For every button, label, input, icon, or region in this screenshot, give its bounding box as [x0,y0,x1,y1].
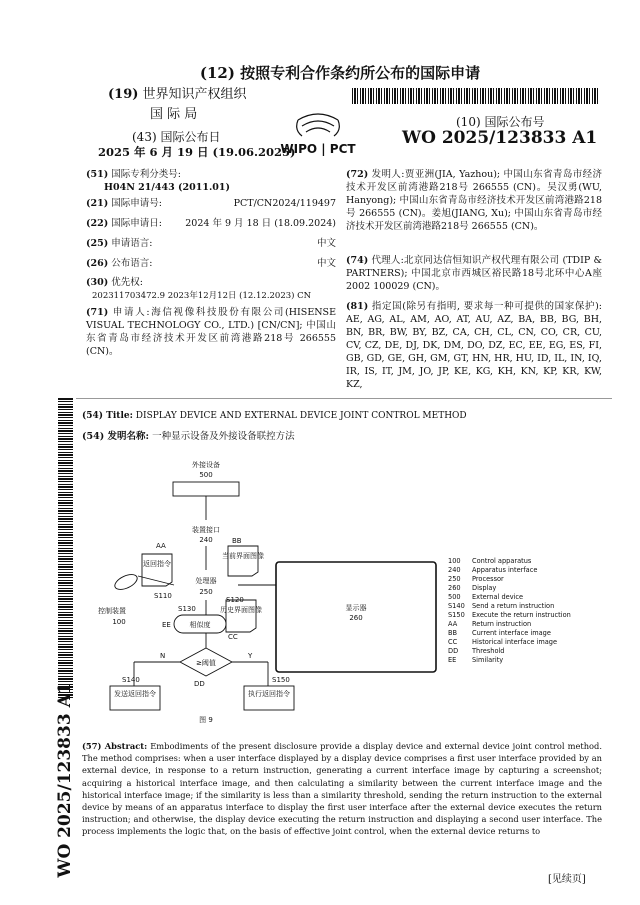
svg-text:Control apparatus: Control apparatus [472,557,532,565]
field-51: (51) 国际专利分类号: H04N 21/443 (2011.01) [86,169,230,193]
svg-text:AA: AA [156,542,166,550]
svg-text:历史界面图像: 历史界面图像 [220,606,262,614]
svg-text:Current interface image: Current interface image [472,629,551,637]
wipo-logo-text: WIPO | PCT [280,142,356,156]
pub-date-label: (43) 国际公布日 [132,130,221,144]
svg-text:BB: BB [448,629,458,637]
svg-text:AA: AA [448,620,458,628]
svg-text:EE: EE [162,621,171,629]
svg-text:260: 260 [349,614,363,622]
continued-note: [见续页] [548,874,586,885]
org-name: 世界知识产权组织 [142,87,247,102]
history-image-note [226,600,256,632]
svg-text:EE: EE [448,656,457,664]
svg-text:S140: S140 [122,676,140,684]
svg-text:S140: S140 [448,602,465,610]
svg-text:外接设备: 外接设备 [192,461,220,469]
wipo-logo [268,110,368,160]
svg-text:当前界面图像: 当前界面图像 [222,552,264,560]
svg-text:Display: Display [472,584,497,592]
svg-text:发送返回指令: 发送返回指令 [114,690,156,698]
svg-text:260: 260 [448,584,461,592]
svg-text:240: 240 [199,536,213,544]
svg-text:Send a return instruction: Send a return instruction [472,602,555,610]
current-image-note [228,546,258,576]
svg-text:S150: S150 [272,676,290,684]
figure-9 [76,450,606,730]
org-block [108,86,247,103]
svg-text:Apparatus interface: Apparatus interface [472,566,538,574]
abstract: (57) Abstract: Embodiments of the present disclosure provide a display device and external device joint control method. The method comprises: when a user interface displayed by a display device comprises a first user interface provided by an external device, in response to a return instruction, generating a current interface image by capturing a screenshot; acquiring a historical interface image, and then calculating a similarity between the current interface image and the historical interface image; if the similarity is less than a similarity threshold, sending the return instruction to the external device by means of an apparatus interface to display the first user interface after the external device executes the return instruction; and otherwise, the display device executing the return instruction and displaying a second user interface. The process implements the logic that, on the basis of effective joint control, when the external device returns to [82,741,602,837]
external-device-box [173,482,239,496]
svg-text:100: 100 [112,618,126,626]
pub-date: 2025 年 6 月 19 日 (19.06.2025) [98,145,296,159]
svg-text:返回指令: 返回指令 [143,560,171,568]
svg-text:CC: CC [228,633,238,641]
top-barcode [352,88,600,104]
svg-text:Similarity: Similarity [472,656,504,664]
svg-text:执行返回指令: 执行返回指令 [248,690,290,698]
org-num: (19) [108,87,139,102]
svg-text:Threshold: Threshold [472,647,505,655]
field-25: (25) 申请语言: 中文 [86,238,336,249]
field-26: (26) 公布语言: 中文 [86,258,336,269]
svg-text:250: 250 [448,575,461,583]
svg-text:240: 240 [448,566,461,574]
svg-text:DD: DD [194,680,205,688]
svg-text:图 9: 图 9 [199,716,213,724]
svg-text:250: 250 [199,588,213,596]
field-71: (71) 申请人:海信视像科技股份有限公司(HISENSE VISUAL TECHNOLOGY CO., LTD.) [CN/CN]; 中国山东省青岛市经济技术开发区前湾港路218号 266555 (CN)。 [86,307,337,357]
field-72: (72) 发明人:贾亚洲(JIA, Yazhou); 中国山东省青岛市经济技术开发区前湾港路218号 266555 (CN)。吴汉勇(WU, Hanyong); 中国山东省青岛市经济技术开发区前湾港路218号 266555 (CN)。姜旭(JIANG, Xu); 中国山东省青岛市经济技术开发区前湾港路218号 266555 (CN)。 [346,169,602,232]
side-pub-no: WO 2025/123833 A1 [55,682,75,878]
side-barcode [58,398,73,698]
svg-text:处理器: 处理器 [195,577,217,585]
svg-text:Return instruction: Return instruction [472,620,532,628]
pub-no-label: (10) 国际公布号 [456,115,545,129]
svg-text:DD: DD [448,647,459,655]
field-21: (21) 国际申请号: PCT/CN2024/119497 [86,198,336,209]
svg-text:S150: S150 [448,611,465,619]
title-zh: (54) 发明名称: 一种显示设备及外接设备联控方法 [82,431,295,442]
field-74: (74) 代理人:北京同达信恒知识产权代理有限公司 (TDIP & PARTNERS); 中国北京市西城区裕民路18号北环中心A座2002 100029 (CN)。 [346,255,602,292]
svg-text:≥阈值: ≥阈值 [196,659,216,667]
document-title: (12) 按照专利合作条约所公布的国际申请 [199,64,481,82]
title-en: (54) Title: DISPLAY DEVICE AND EXTERNAL DEVICE JOINT CONTROL METHOD [82,411,467,421]
field-30: (30) 优先权: 202311703472.9 2023年12月12日 (12.12.2023) CN [86,277,312,301]
svg-text:500: 500 [448,593,461,601]
svg-text:控制装置: 控制装置 [98,607,126,615]
svg-text:N: N [160,652,166,660]
svg-text:100: 100 [448,557,461,565]
remote-icon [113,571,140,592]
svg-text:S130: S130 [178,605,196,613]
figure-legend [448,557,571,664]
pub-no: WO 2025/123833 A1 [402,128,598,148]
svg-text:500: 500 [199,471,213,479]
org-sub: 国 际 局 [150,107,198,122]
svg-text:显示器: 显示器 [345,604,367,612]
svg-text:Y: Y [248,652,253,660]
svg-text:相似度: 相似度 [189,621,211,629]
svg-text:装置接口: 装置接口 [192,526,220,534]
svg-text:BB: BB [232,537,242,545]
field-81: (81) 指定国(除另有指明, 要求每一种可提供的国家保护): AE, AG, AL, AM, AO, AT, AU, AZ, BA, BB, BG, BH, BN, BR, BW, BY, BZ, CA, CH, CL, CN, CO, CR, CU, CV, CZ, DE, DJ, DK, DM, DO, DZ, EC, EE, EG, ES, FI, GB, GD, GE, GH, GM, GT, HN, HR, HU, ID, IL, IN, IQ, IR, IS, IT, JM, JO, JP, KE, KG, KH, KN, KP, KR, KW, KZ, [346,301,602,390]
svg-text:Historical interface image: Historical interface image [472,638,558,646]
svg-text:CC: CC [448,638,458,646]
wipo-emblem-icon [268,110,368,160]
svg-text:S110: S110 [154,592,172,600]
svg-text:Execute the return instruction: Execute the return instruction [472,611,571,619]
svg-text:S120: S120 [226,596,244,604]
section-divider [76,398,612,399]
field-22: (22) 国际申请日: 2024 年 9 月 18 日 (18.09.2024) [86,218,336,229]
svg-text:Processor: Processor [472,575,504,583]
svg-text:External device: External device [472,593,524,601]
